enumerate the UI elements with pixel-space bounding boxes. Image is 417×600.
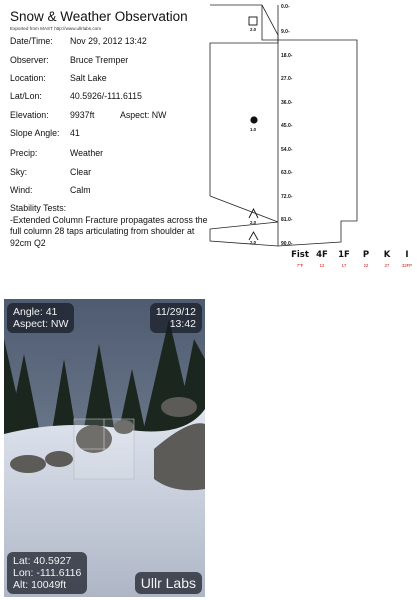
observation-subtitle: Exported from MAST http://www.ullrlabs.com [10,26,102,31]
depth-hoar-icon [249,209,258,218]
location-overlay [7,552,87,594]
location-label: Location: [10,73,46,83]
hardness-label-4f: 4F [316,250,328,260]
square-grain-icon [249,17,257,25]
location-value: Salt Lake [70,73,107,83]
precip-label: Precip: [10,148,38,158]
stability-heading: Stability Tests: [10,203,67,213]
sky-value: Clear [70,167,92,177]
hardness-label-k: K [383,250,391,260]
hardness-code: 17 [341,263,347,268]
stability-tests [10,203,210,249]
wind-label: Wind: [10,185,33,195]
depth-label: 18.0- [281,53,293,59]
datetime-overlay [150,303,202,333]
depth-label: 72.0- [281,194,293,200]
depth-label: 27.0- [281,76,293,82]
datetime-value: Nov 29, 2012 13:42 [70,36,147,46]
latlon-value: 40.5926/-111.6115 [70,91,142,101]
hardness-code: 27 [384,263,390,268]
profile-outline [210,5,278,196]
angle-aspect-overlay [7,303,74,333]
rounded-grain-icon [250,116,257,123]
depth-label: 90.0- [281,241,293,247]
depth-label: 63.0- [281,170,293,176]
strength-label: 1.0 [250,127,257,132]
photo-aspect: Aspect: NW [13,318,69,330]
depth-label: 81.0- [281,217,293,223]
elevation-label: Elevation: [10,110,49,120]
stability-text: -Extended Column Fracture propagates across the full column 28 taps articulating from shoulder at 92cm Q2 [10,214,208,248]
hardness-label-1f: 1F [338,250,350,260]
hardness-code: 7"F [296,263,304,268]
precip-value: Weather [70,148,104,158]
depth-label: 0.0- [281,4,290,10]
depth-hoar-icon-lower [249,232,258,240]
sky-label: Sky: [10,167,28,177]
hardness-code: 12 [319,263,325,268]
aspect-value: Aspect: NW [120,110,167,120]
strength-label: 2.0 [250,27,257,32]
datetime-label: Date/Time: [10,36,53,46]
strength-label: 2.0 [250,240,257,245]
hardness-label-fist: Fist [291,250,309,260]
photo-lon: Lon: -111.6116 [13,567,82,579]
slope-angle-value: 41 [70,128,80,138]
photo-alt: Alt: 10049ft [13,579,67,591]
depth-label: 9.0- [281,29,290,35]
photo-time: 13:42 [169,318,196,330]
hardness-label-p: P [362,250,370,260]
observer-value: Bruce Tremper [70,55,129,65]
wind-value: Calm [70,185,91,195]
strength-label: 2.0 [250,220,257,225]
observation-title: Snow & Weather Observation [10,9,188,24]
elevation-value: 9937ft [70,110,95,120]
depth-label: 45.0- [281,123,293,129]
hardness-label-i: I [405,250,409,260]
observer-label: Observer: [10,55,49,65]
photo-date: 11/29/12 [155,306,196,318]
latlon-label: Lat/Lon: [10,91,42,101]
slope-angle-label: Slope Angle: [10,128,60,138]
profile-right-edge [262,5,357,221]
brand-watermark: Ullr Labs [135,572,202,594]
depth-label: 54.0- [281,147,293,153]
depth-label: 36.0- [281,100,293,106]
hardness-code: 22 [363,263,369,268]
hardness-code: 32FP [401,263,412,268]
photo-angle: Angle: 41 [13,306,58,318]
slope-photo [4,299,205,597]
photo-lat: Lat: 40.5927 [13,555,72,567]
